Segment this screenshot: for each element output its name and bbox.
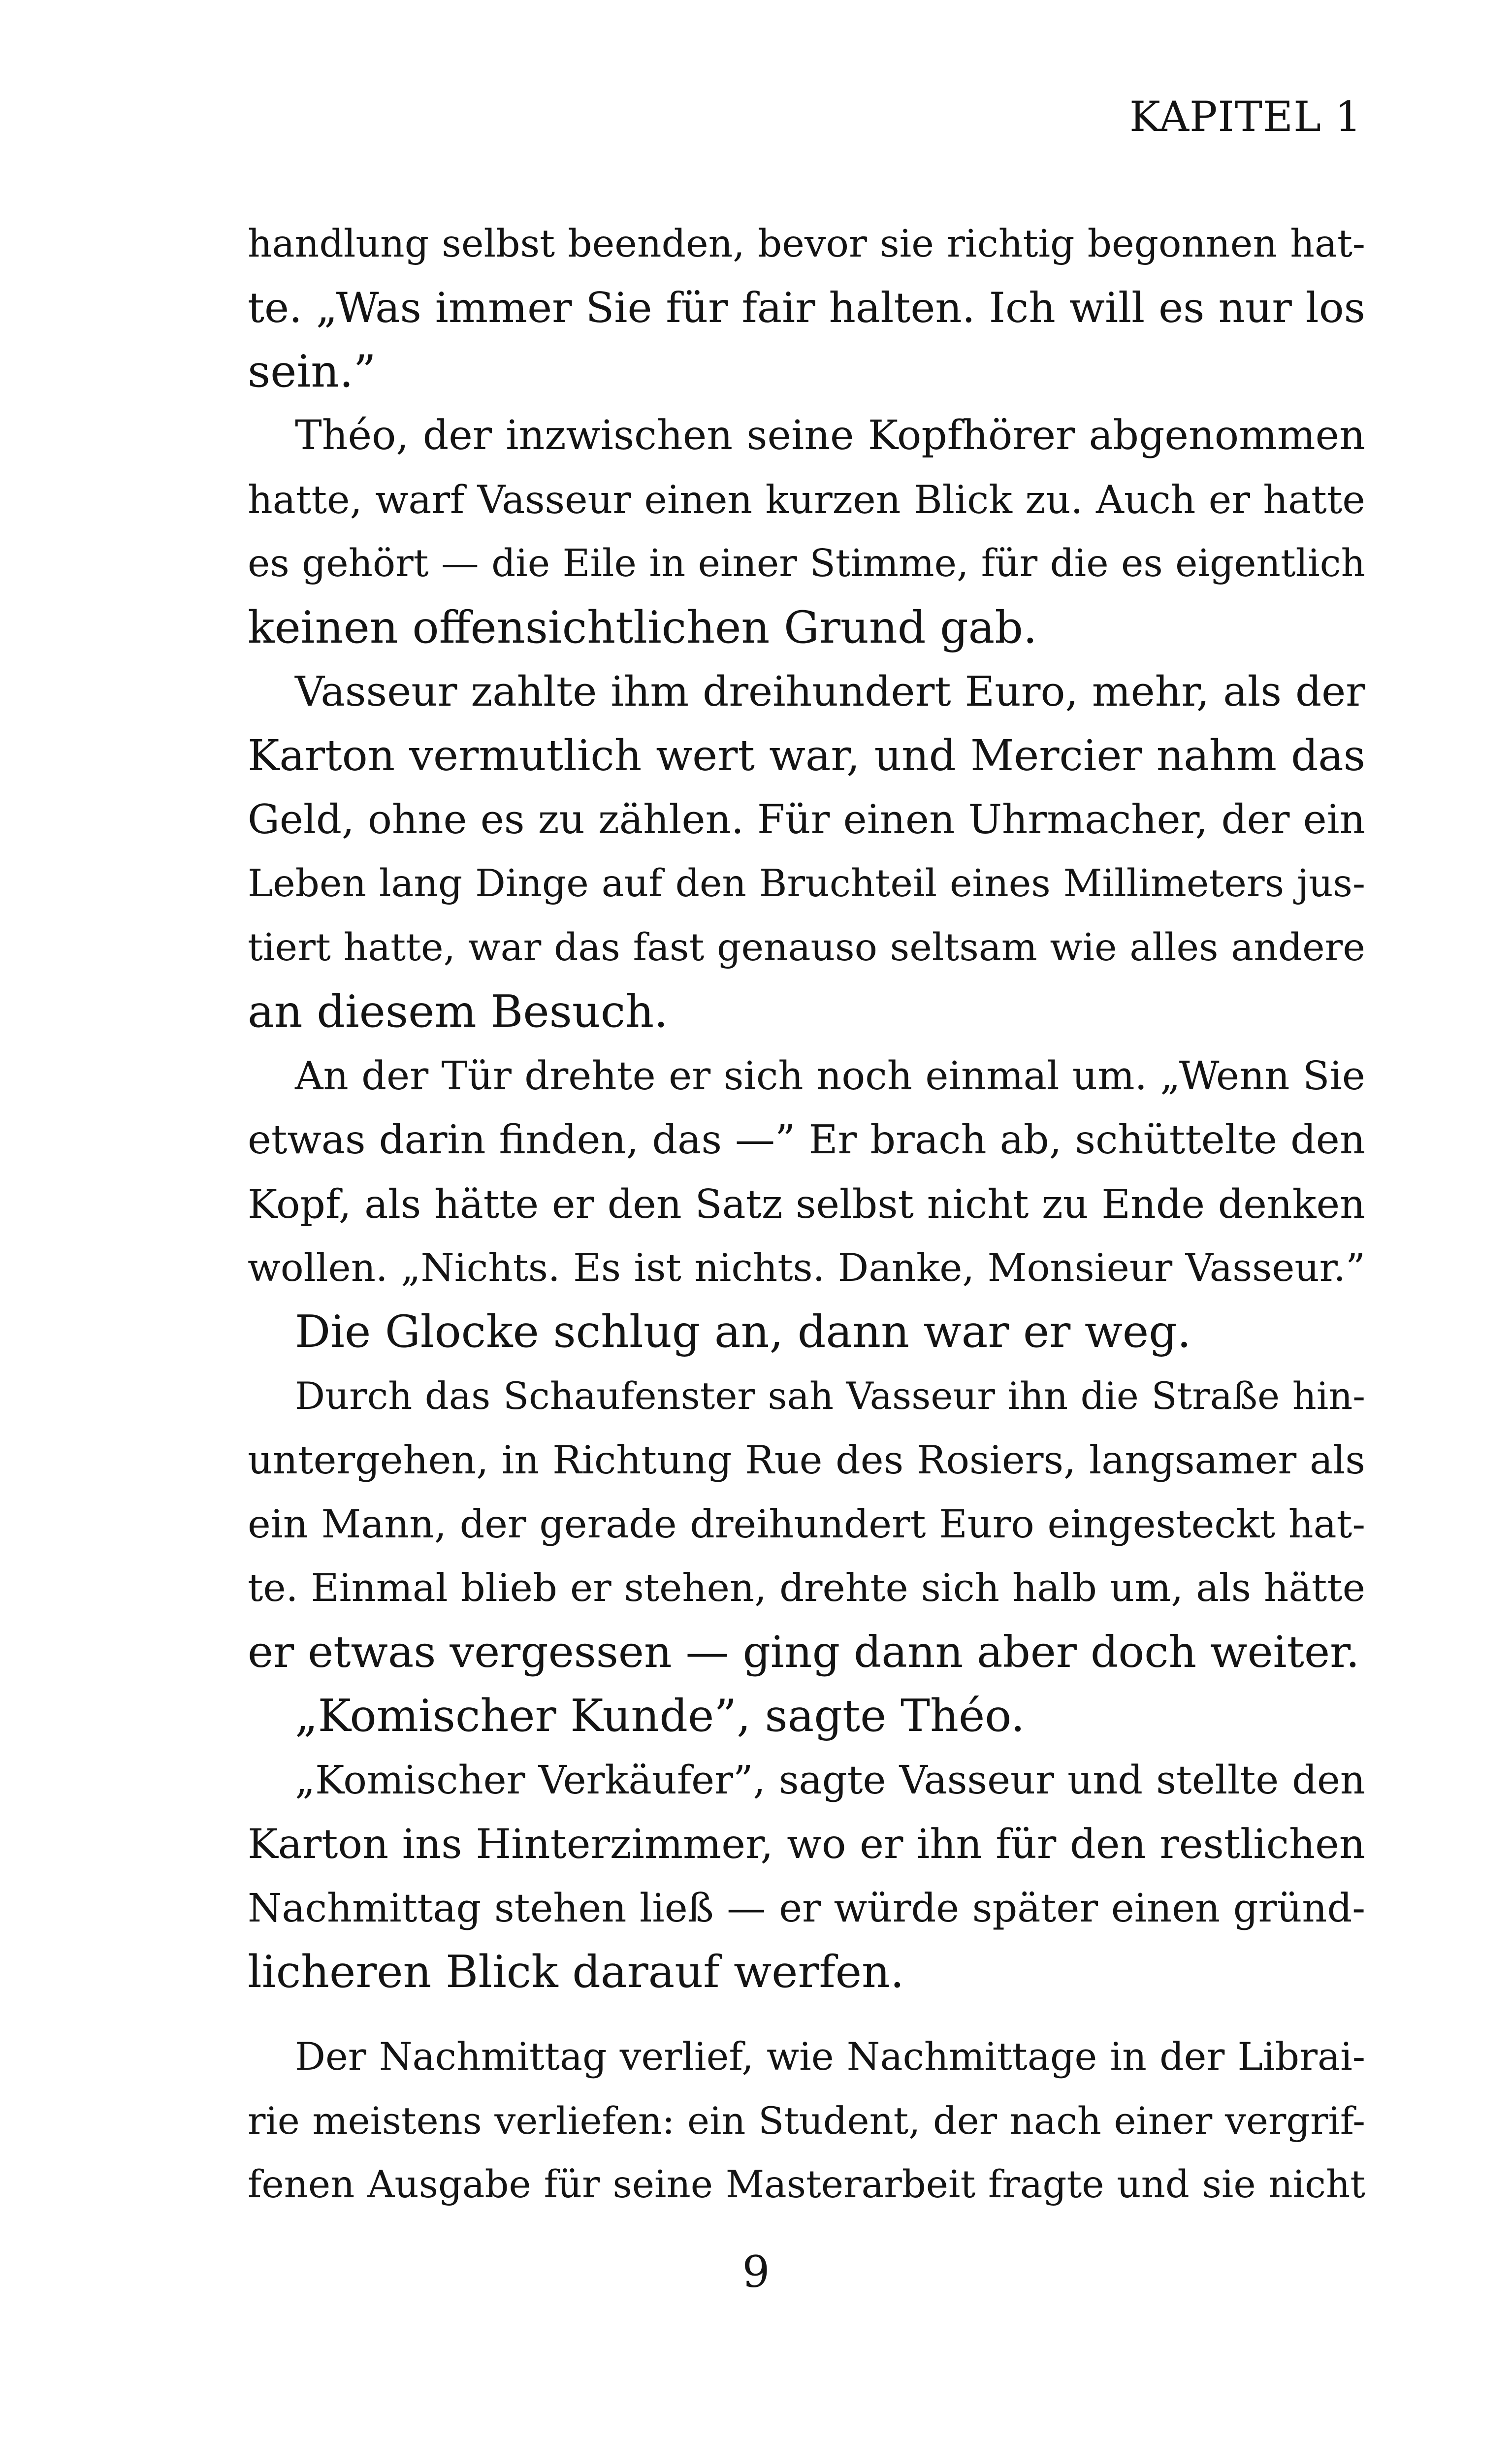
text-line: ein Mann, der gerade dreihundert Euro eingesteckt hat- — [248, 1501, 1365, 1547]
body-text — [248, 212, 1365, 2217]
text-line: licheren Blick darauf werfen. — [248, 1946, 904, 1998]
text-line: rie meistens verliefen: ein Student, der nach einer vergrif- — [248, 2099, 1365, 2143]
text-line: Karton ins Hinterzimmer, wo er ihn für den restlichen — [248, 1821, 1365, 1868]
text-line: wollen. „Nichts. Es ist nichts. Danke, Monsieur Vasseur.” — [248, 1246, 1365, 1290]
text-line: es gehört — die Eile in einer Stimme, für die es eigentlich — [248, 542, 1365, 586]
text-line: Die Glocke schlug an, dann war er weg. — [295, 1306, 1191, 1358]
text-line: An der Tür drehte er sich noch einmal um. „Wenn Sie — [295, 1053, 1365, 1099]
text-line: Vasseur zahlte ihm dreihundert Euro, mehr, als der — [295, 668, 1365, 716]
text-line: Leben lang Dinge auf den Bruchteil eines Millimeters jus- — [248, 862, 1365, 906]
text-line: te. „Was immer Sie für fair halten. Ich will es nur los — [248, 284, 1365, 332]
text-line: untergehen, in Richtung Rue des Rosiers, langsamer als — [248, 1437, 1365, 1483]
running-header-chapter: KAPITEL 1 — [1129, 93, 1362, 141]
text-line: fenen Ausgabe für seine Masterarbeit fragte und sie nicht — [248, 2163, 1365, 2207]
text-line: er etwas vergessen — ging dann aber doch weiter. — [248, 1627, 1360, 1677]
text-line: Geld, ohne es zu zählen. Für einen Uhrmacher, der ein — [248, 797, 1365, 843]
text-line: te. Einmal blieb er stehen, drehte sich halb um, als hätte — [248, 1565, 1365, 1610]
text-line: „Komischer Verkäufer”, sagte Vasseur und stellte den — [295, 1757, 1365, 1803]
text-line: Nachmittag stehen ließ — er würde später einen gründ- — [248, 1885, 1365, 1931]
text-line: handlung selbst beenden, bevor sie richtig begonnen hat- — [248, 222, 1365, 266]
text-line: Théo, der inzwischen seine Kopfhörer abgenommen — [295, 412, 1365, 459]
text-line: an diesem Besuch. — [248, 986, 668, 1038]
text-line: tiert hatte, war das fast genauso seltsam wie alles andere — [248, 926, 1365, 970]
text-line: Kopf, als hätte er den Satz selbst nicht zu Ende denken — [248, 1181, 1365, 1227]
text-line: hatte, warf Vasseur einen kurzen Blick zu. Auch er hatte — [248, 477, 1365, 522]
text-line: keinen offensichtlichen Grund gab. — [248, 602, 1037, 653]
text-line: sein.” — [248, 346, 376, 397]
text-line: Karton vermutlich wert war, und Mercier nahm das — [248, 731, 1365, 781]
text-line: Der Nachmittag verlief, wie Nachmittage in der Librai- — [295, 2035, 1365, 2079]
page-number: 9 — [742, 2247, 770, 2297]
text-line: etwas darin finden, das —” Er brach ab, schüttelte den — [248, 1117, 1365, 1163]
text-line: „Komischer Kunde”, sagte Théo. — [295, 1690, 1025, 1742]
text-line: Durch das Schaufenster sah Vasseur ihn die Straße hin- — [295, 1374, 1365, 1418]
